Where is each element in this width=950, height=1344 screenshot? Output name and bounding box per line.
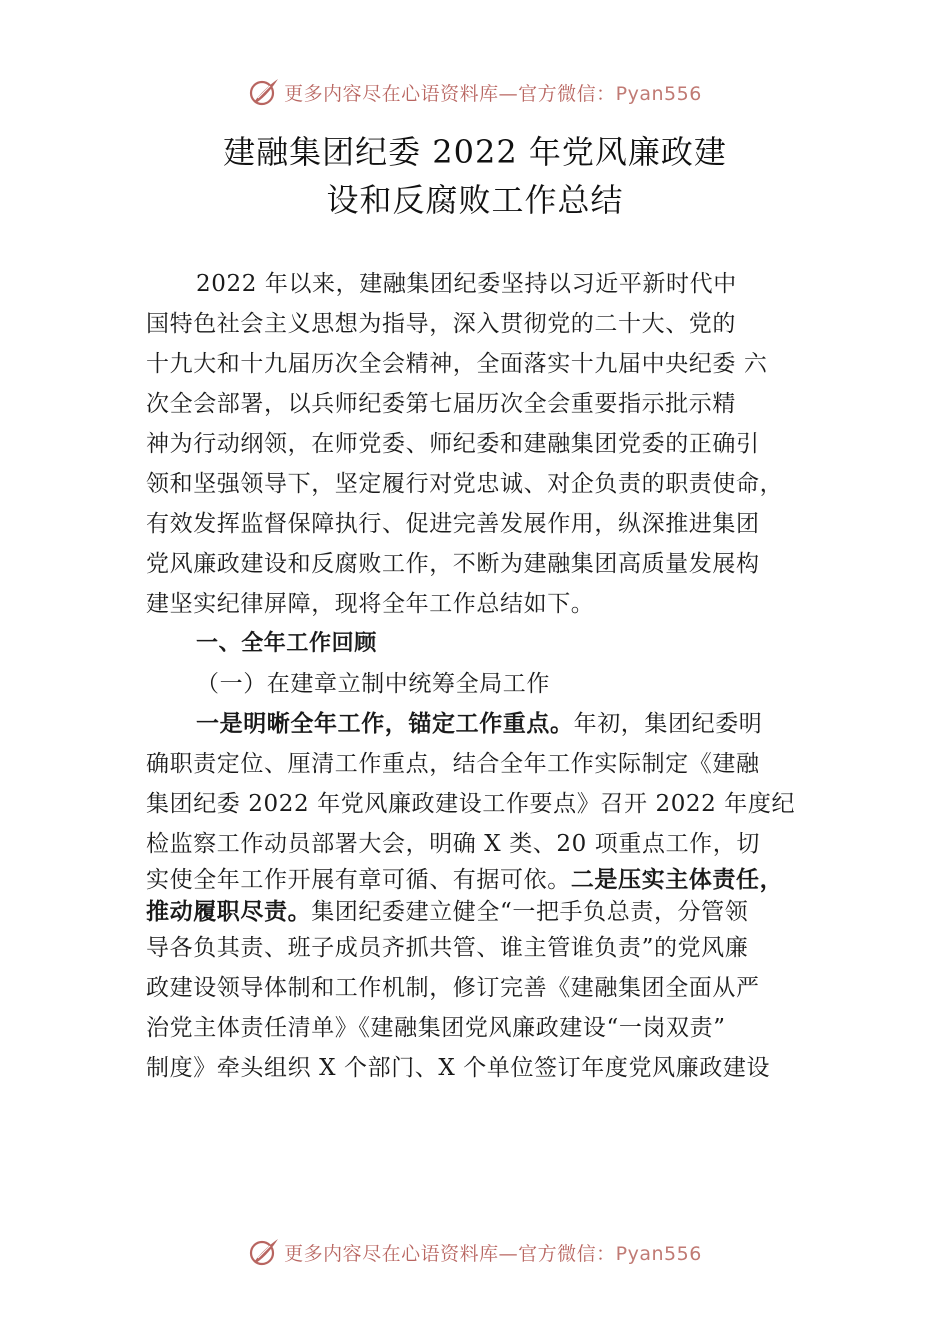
paragraph-line: 制度》牵头组织 X 个部门、X 个单位签订年度党风廉政建设	[146, 1055, 771, 1081]
document-body	[146, 264, 816, 1088]
paragraph-line: 集团纪委 2022 年党风廉政建设工作要点》召开 2022 年度纪	[146, 791, 796, 817]
bold-lead: 推动履职尽责。	[146, 899, 312, 925]
paragraph-line: 建坚实纪律屏障，现将全年工作总结如下。	[146, 591, 595, 617]
watermark-banner-bottom	[0, 1232, 950, 1272]
document-title-line-2: 设和反腐败工作总结	[326, 181, 624, 219]
paragraph-line: 实使全年工作开展有章可循、有据可依。二是压实主体责任，	[146, 867, 784, 893]
paragraph-line: 政建设领导体制和工作机制，修订完善《建融集团全面从严	[146, 975, 760, 1001]
paragraph-line: 有效发挥监督保障执行、促进完善发展作用，纵深推进集团	[146, 511, 760, 537]
section-heading: 一、全年工作回顾	[196, 631, 377, 656]
watermark-text: 更多内容尽在心语资料库—官方微信：Pyan556	[284, 1242, 702, 1265]
paragraph-line: 2022 年以来，建融集团纪委坚持以习近平新时代中	[196, 271, 737, 297]
paragraph-line: 导各负其责、班子成员齐抓共管、谁主管谁负责”的党风廉	[146, 935, 749, 961]
quill-logo-icon	[248, 1236, 280, 1268]
paragraph-line: 次全会部署，以兵师纪委第七届历次全会重要指示批示精	[146, 391, 736, 417]
watermark-banner-top	[0, 72, 950, 112]
bold-lead: 二是压实主体责任，	[570, 867, 784, 893]
paragraph-line: 确职责定位、厘清工作重点，结合全年工作实际制定《建融	[146, 751, 760, 777]
paragraph-line: 治党主体责任清单》《建融集团党风廉政建设“一岗双责”	[146, 1015, 726, 1041]
bold-lead: 一是明晰全年工作，锚定工作重点。	[196, 711, 574, 737]
paragraph-line: 十九大和十九届历次全会精神，全面落实十九届中央纪委 六	[146, 351, 768, 377]
paragraph-line: 推动履职尽责。集团纪委建立健全“一把手负总责，分管领	[146, 899, 749, 925]
paragraph-line: 国特色社会主义思想为指导，深入贯彻党的二十大、党的	[146, 311, 736, 337]
document-title-line-1: 建融集团纪委 2022 年党风廉政建	[223, 133, 727, 171]
paragraph-line: 领和坚强领导下，坚定履行对党忠诚、对企负责的职责使命，	[146, 471, 784, 497]
paragraph-line: 检监察工作动员部署大会，明确 X 类、20 项重点工作，切	[146, 831, 760, 857]
quill-logo-icon	[248, 76, 280, 108]
paragraph-line: 一是明晰全年工作，锚定工作重点。年初，集团纪委明	[196, 711, 763, 737]
paragraph-line: 党风廉政建设和反腐败工作，不断为建融集团高质量发展构	[146, 551, 760, 577]
paragraph-line: 神为行动纲领，在师党委、师纪委和建融集团党委的正确引	[146, 431, 760, 457]
subsection-heading: （一）在建章立制中统筹全局工作	[196, 671, 550, 697]
watermark-text: 更多内容尽在心语资料库—官方微信：Pyan556	[284, 82, 702, 105]
